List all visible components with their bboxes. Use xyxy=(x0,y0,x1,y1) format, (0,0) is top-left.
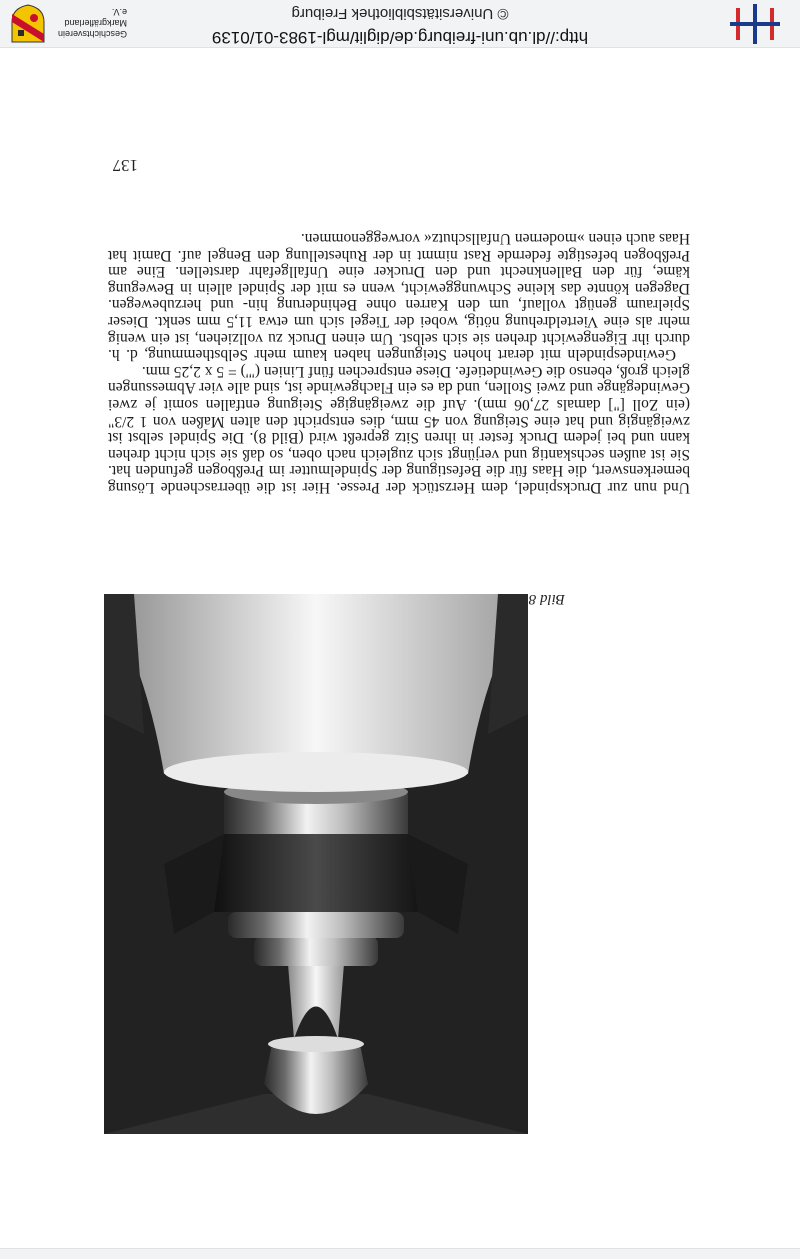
publisher-line-1: Geschichtsverein xyxy=(57,29,127,39)
copyright-line: © Universitätsbibliothek Freiburg xyxy=(291,5,509,22)
article-body xyxy=(108,230,690,496)
university-logo-icon[interactable] xyxy=(730,4,780,44)
publisher-line-2: Markgräflerland e.V. xyxy=(64,7,127,28)
source-url[interactable]: http://dl.ub.uni-freiburg.de/diglit/mgl-1983-01/0139 xyxy=(211,28,589,47)
press-spindle-photo xyxy=(104,594,528,1134)
coat-of-arms-icon xyxy=(10,4,46,44)
page-number: 137 xyxy=(112,156,138,175)
publisher-name xyxy=(47,6,127,39)
viewer-footer-strip xyxy=(0,1248,800,1259)
paragraph-1: Und nun zur Druckspindel, dem Herzstück der Presse. Hier ist die überraschende Lösung bemerkenswert, die Haas für die Befestigung der Spindelmutter im Preßbogen gefunden hat. Sie ist außen sechskantig und verjüngt sich zugleich nach oben, so daß sie sich nicht drehen kann und bei jedem Druck fester in ihren Sitz gepreßt wird (Bild 8). Die Spindel selbst ist zweigängig und hat eine Steigung von 45 mm, dies entspricht den alten Maßen von 1 2/3" (ein Zoll ["] damals 27,06 mm). Auf die zweigängige Steigung entfallen somit je zwei Gewindegänge und zwei Stollen, und da es ein Flachgewinde ist, sind alle vier Abmessungen gleich groß, ebenso die Gewindetiefe. Diese entsprechen fünf Linien ("') = 5 x 2,25 mm. xyxy=(108,362,690,496)
figure-caption: Bild 8 xyxy=(528,591,565,607)
paragraph-2: Gewindespindeln mit derart hohen Steigungen haben kaum mehr Selbsthemmung, d. h. durch ihr Eigengewicht drehen sie sich selbst. Um einen Druck zu vollziehen, ist ein wenig mehr als eine Vierteldrehung nötig, wobei der Tiegel sich um etwa 11,5 mm senkt. Dieser Spielraum genügt vollauf, um den Karren ohne Behinderung hin- und herzubewegen. Dagegen könnte das kleine Schwunggewicht, wenn es mit der Spindel allein in Bewegung käme, für den Ballenknecht und den Drucker eine Unfallgefahr darstellen. Eine am Preßbogen befestigte federnde Rast nimmt in der Ruhestellung den Bengel auf. Damit hat Haas auch einen »modernen Unfallschutz« vorweggenommen. xyxy=(108,230,690,364)
